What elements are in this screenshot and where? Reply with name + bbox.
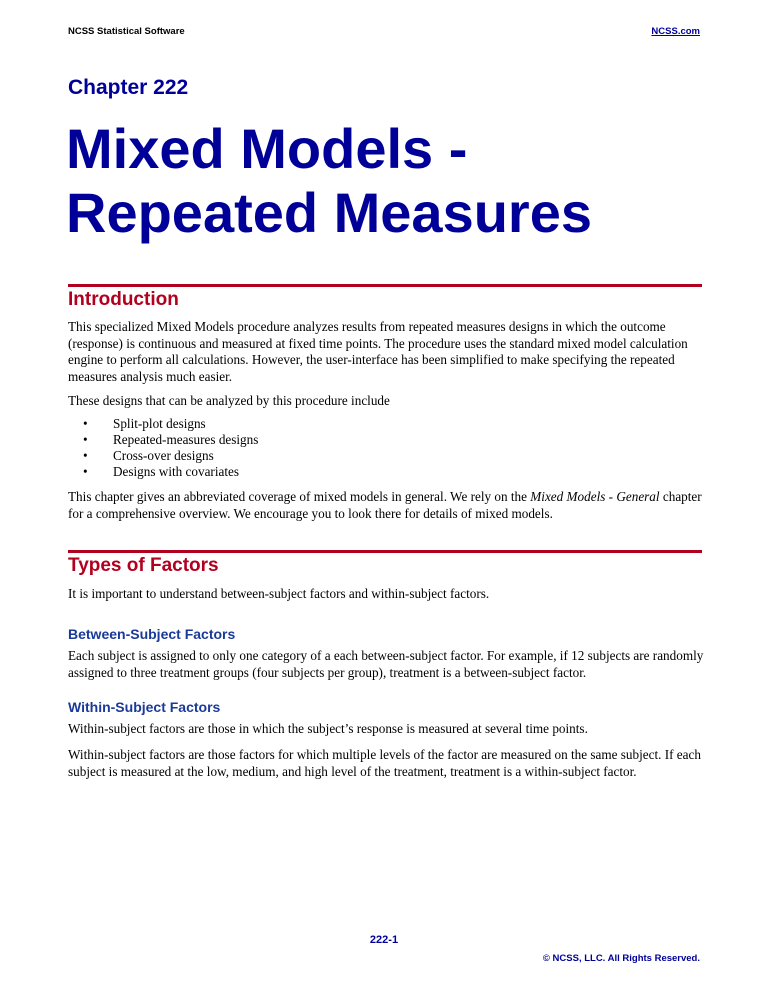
bullet-icon: • [83,432,88,447]
design-list [68,416,668,480]
list-item: • Split-plot designs [83,416,206,431]
bullet-icon: • [83,448,88,463]
header-website-link[interactable]: NCSS.com [651,26,700,37]
intro-paragraph-3: This chapter gives an abbreviated coverage of mixed models in general. We rely on the Mixed Models - General chapter for a comprehensive overview. We encourage you to look there for details of mixed models. [68,489,702,521]
heading-types-of-factors: Types of Factors [68,555,219,576]
header-software-name: NCSS Statistical Software [68,26,185,37]
bullet-icon: • [83,416,88,431]
page-number: 222-1 [369,934,399,946]
heading-between-subject-factors: Between-Subject Factors [68,626,236,642]
types-paragraph-1: It is important to understand between-subject factors and within-subject factors. [68,586,490,601]
title-line-1: Mixed Models - [66,117,468,180]
intro-paragraph-1: This specialized Mixed Models procedure analyzes results from repeated measures designs in which the outcome (response) is continuous and measured at fixed time points. The procedure uses the standard mixed model calculation engine to perform all calculations. However, the user-interface has been simplified to make specifying the repeated measures analysis much easier. [68,319,688,384]
within-subject-paragraph-2: Within-subject factors are those factors for which multiple levels of the factor are measured on the same subject. If each subject is measured at the low, medium, and high level of the treatment, treatment is a within-subject factor. [68,747,701,779]
list-item: • Repeated-measures designs [83,432,259,447]
chapter-reference: Mixed Models - General [530,489,660,504]
section-rule-types-of-factors [68,550,702,553]
chapter-label: Chapter 222 [68,76,189,99]
within-subject-paragraph-1: Within-subject factors are those in which the subject’s response is measured at several time points. [68,721,588,736]
page-title [66,117,726,245]
list-item: • Designs with covariates [83,464,239,479]
section-rule-introduction [68,284,702,287]
copyright-notice: © NCSS, LLC. All Rights Reserved. [542,953,700,964]
between-subject-paragraph: Each subject is assigned to only one category of a each between-subject factor. For example, if 12 subjects are randomly assigned to three treatment groups (four subjects per group), treatment is a between-subject factor. [68,648,704,680]
heading-within-subject-factors: Within-Subject Factors [68,699,221,715]
title-line-2: Repeated Measures [66,181,593,244]
intro-paragraph-2: These designs that can be analyzed by this procedure include [68,393,390,408]
heading-introduction: Introduction [68,289,179,310]
bullet-icon: • [83,464,88,479]
list-item: • Cross-over designs [83,448,214,463]
